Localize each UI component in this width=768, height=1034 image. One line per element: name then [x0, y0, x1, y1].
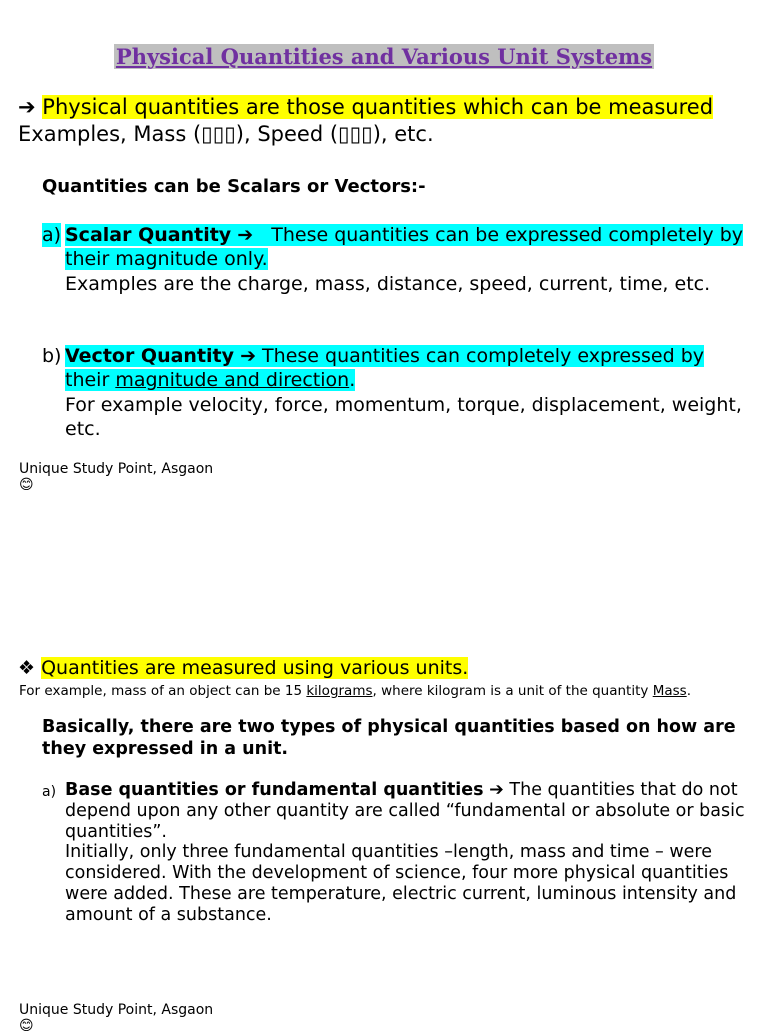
- units-highlight: Quantities are measured using various units.: [41, 657, 469, 679]
- smiley-icon: 😊: [19, 1018, 34, 1034]
- vector-examples: For example velocity, force, momentum, torque, displacement, weight, etc.: [65, 393, 742, 440]
- diamond-bullet-icon: ❖: [18, 657, 36, 679]
- page-title: [0, 44, 768, 69]
- vector-definition-start: These quantities can completely expressed by their: [65, 345, 705, 392]
- footer: [19, 1002, 213, 1034]
- footer-text: Unique Study Point, Asgaon: [19, 1002, 214, 1018]
- smiley-icon: 😊: [19, 477, 34, 493]
- base-name: Base quantities or fundamental quantities: [65, 780, 484, 800]
- vector-item: b) Vector Quantity ➔ These quantities can completely expressed by their magnitude and direction. For example velocity, force, momentum, torque, displacement, weight, etc.: [42, 345, 742, 440]
- magnitude-direction-link: magnitude and direction: [115, 369, 350, 392]
- footer: [19, 461, 213, 493]
- mass-link: Mass: [652, 683, 687, 699]
- base-marker: a): [42, 784, 57, 800]
- intro-highlight: Physical quantities are those quantities which can be measured: [42, 95, 714, 119]
- footer-text: Unique Study Point, Asgaon: [19, 461, 214, 477]
- base-history: Initially, only three fundamental quantities –length, mass and time – were considered. With the development of science, four more physical quantities were added. These are temperature, electric current, luminous intensity and amount of a substance.: [65, 842, 737, 925]
- scalar-item: [42, 223, 752, 296]
- arrow-icon: ➔: [240, 345, 256, 367]
- base-quantities-item: [42, 780, 752, 926]
- vector-marker: b): [42, 345, 62, 367]
- scalar-name: Scalar Quantity: [65, 224, 232, 246]
- intro-examples: Examples, Mass (▯▯▯), Speed (▯▯▯), etc.: [18, 122, 434, 146]
- units-example: For example, mass of an object can be 15 kilograms, where kilogram is a unit of the quantity Mass.: [19, 683, 691, 699]
- scalar-marker: a): [42, 224, 62, 246]
- types-heading: Basically, there are two types of physical quantities based on how are they expressed in a unit.: [42, 717, 736, 759]
- intro-paragraph: [18, 94, 758, 148]
- arrow-icon: ➔: [237, 224, 254, 246]
- scalar-examples: Examples are the charge, mass, distance, speed, current, time, etc.: [65, 272, 711, 295]
- scalars-vectors-heading: Quantities can be Scalars or Vectors:-: [42, 176, 426, 197]
- scalar-definition: These quantities can be expressed completely by their magnitude only.: [65, 224, 744, 271]
- kilograms-link: kilograms: [306, 683, 373, 699]
- vector-name: Vector Quantity: [65, 345, 235, 367]
- base-definition: The quantities that do not depend upon any other quantity are called “fundamental or absolute or basic quantities”.: [65, 780, 745, 842]
- arrow-icon: ➔: [18, 95, 36, 119]
- title-text: Physical Quantities and Various Unit Systems: [115, 44, 653, 69]
- arrow-icon: ➔: [489, 780, 504, 800]
- units-bullet: [18, 657, 468, 679]
